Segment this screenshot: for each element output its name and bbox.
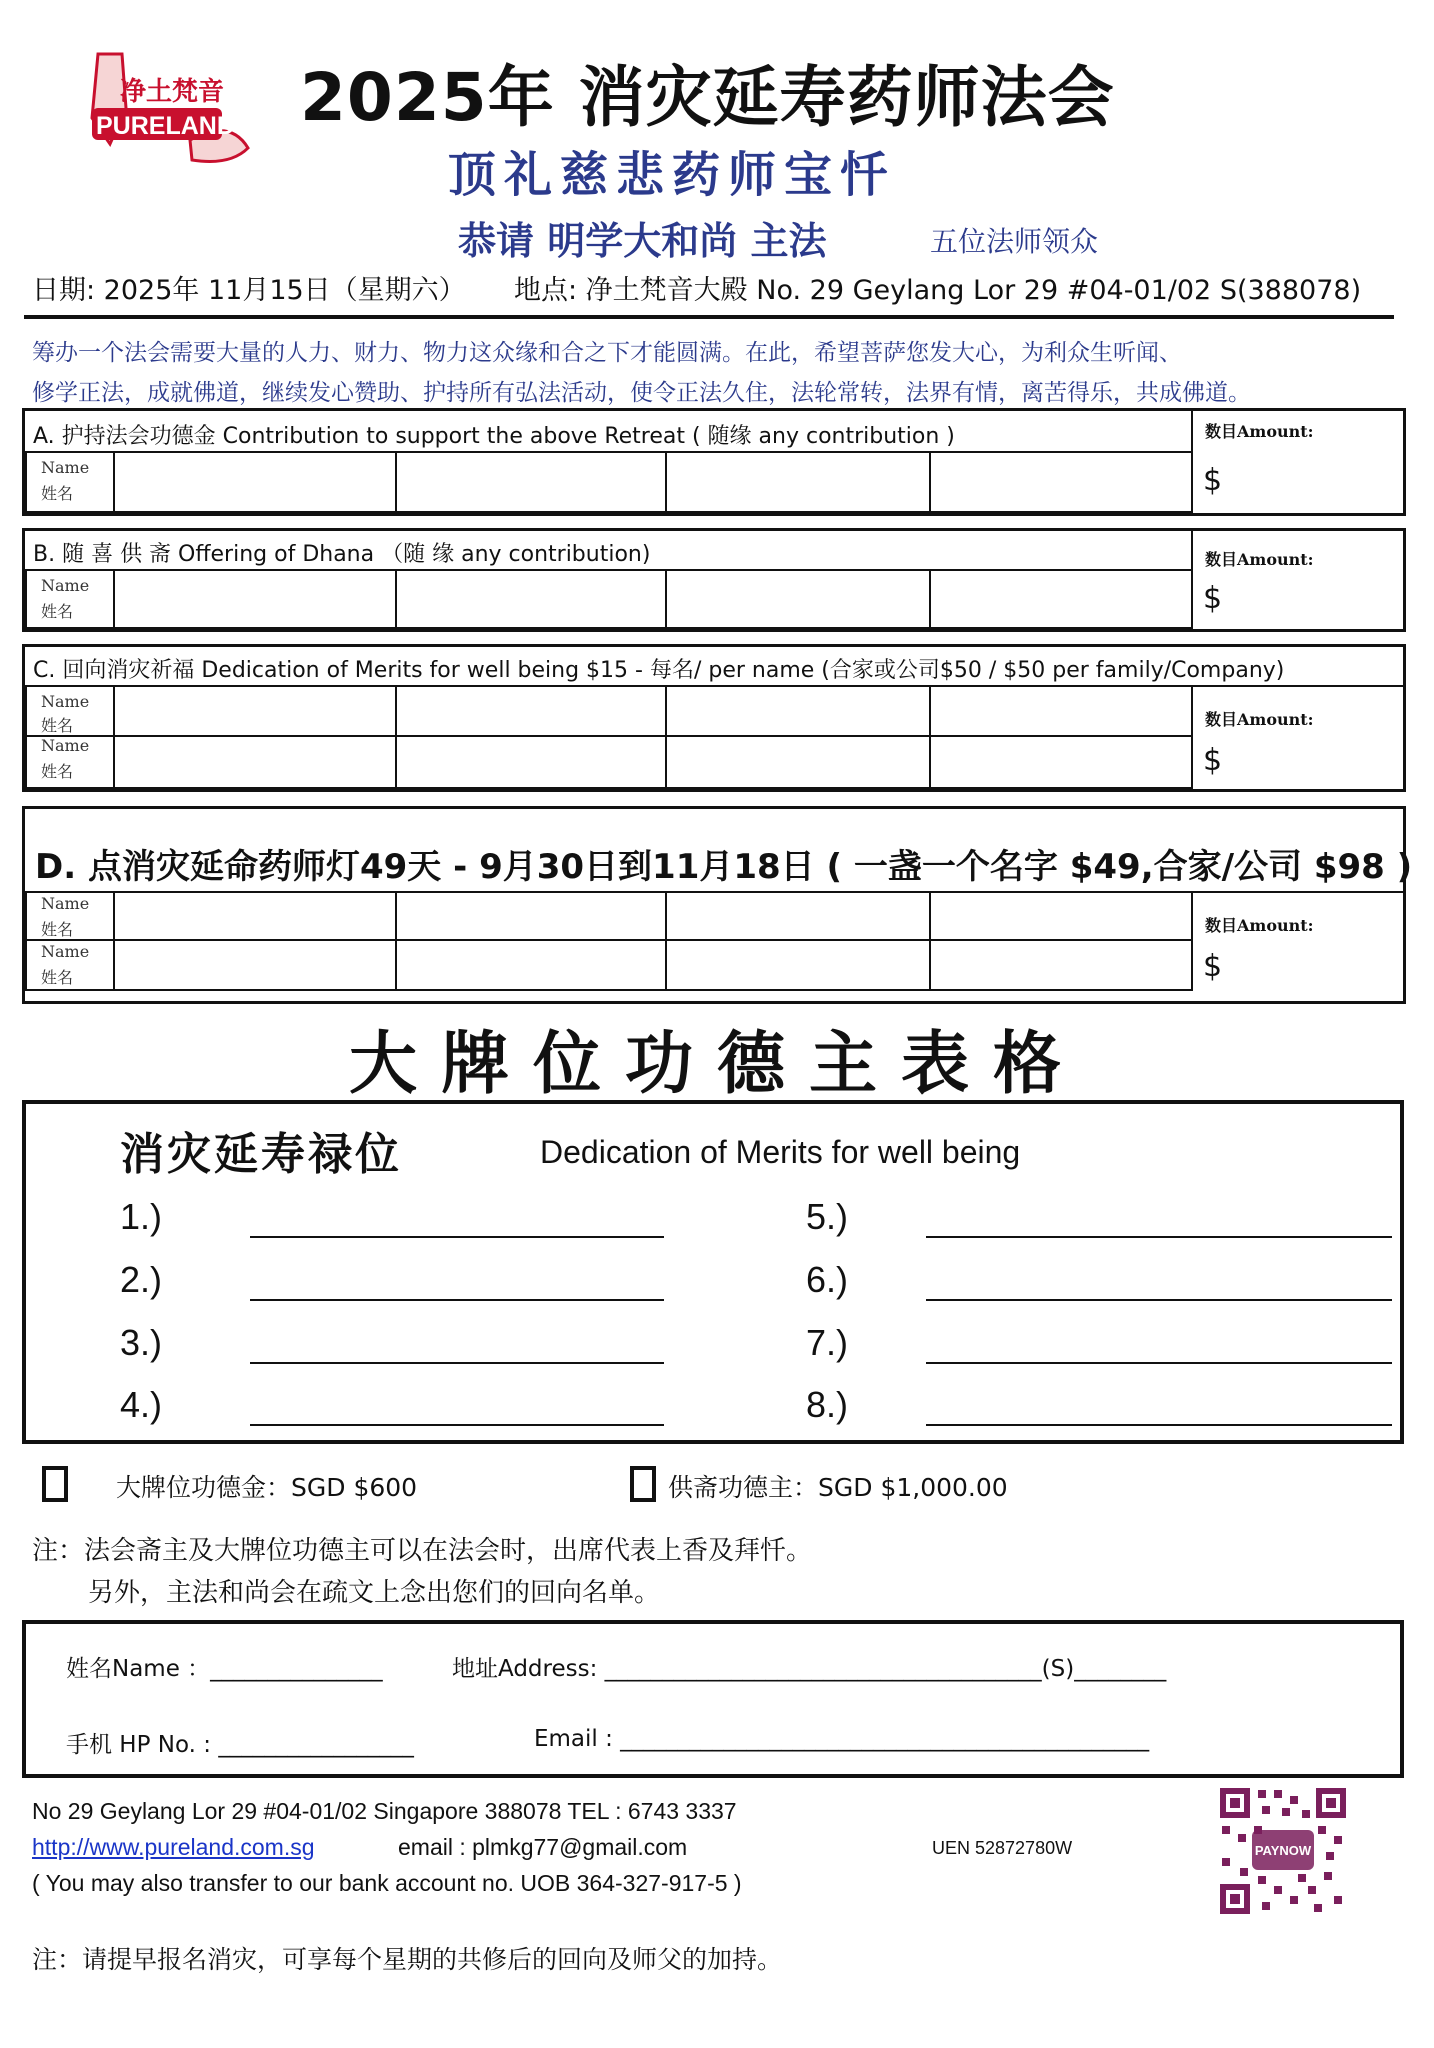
name-label-en: Name: [41, 736, 90, 755]
uen-number: UEN 52872780W: [932, 1838, 1073, 1858]
footer-address: No 29 Geylang Lor 29 #04-01/02 Singapore 388078 TEL : 6743 3337: [32, 1798, 737, 1824]
plaque-number: 7.): [806, 1322, 849, 1363]
logo-en-text: PURELAND: [96, 112, 235, 140]
pureland-logo: [80, 48, 255, 168]
name-line[interactable]: [926, 1362, 1392, 1364]
presiding-note: 五位法师领众: [930, 225, 1099, 258]
name-input-cell[interactable]: [113, 687, 115, 787]
plaque-en-label: Dedication of Merits for well being: [540, 1134, 1021, 1170]
name-input-cell[interactable]: [665, 453, 667, 511]
note-line-2: 另外，主法和尚会在疏文上念出您们的回向名单。: [88, 1578, 661, 1608]
section-c-grid: [25, 685, 1193, 789]
bank-info: ( You may also transfer to our bank account no. UOB 364-327-917-5 ): [32, 1870, 742, 1896]
name-input-cell[interactable]: [113, 453, 115, 511]
name-field[interactable]: 姓名Name ：_______________: [66, 1656, 383, 1682]
event-location: 地点: 净土梵音大殿 No. 29 Geylang Lor 29 #04-01/02 S(388078): [514, 275, 1362, 306]
dhana-sponsor-checkbox[interactable]: [630, 1466, 656, 1502]
presiding-master: 恭请 明学大和尚 主法: [458, 218, 827, 263]
plaque-number: 3.): [120, 1322, 163, 1363]
name-input-cell[interactable]: [395, 687, 397, 787]
name-line[interactable]: [250, 1362, 664, 1364]
amount-box[interactable]: [1191, 411, 1403, 513]
name-label-cn: 姓名: [41, 921, 74, 939]
name-input-cell[interactable]: [113, 571, 115, 627]
name-input-cell[interactable]: [395, 893, 397, 989]
dollar-sign: $: [1203, 581, 1223, 616]
name-label-cn: 姓名: [41, 763, 74, 781]
plaque-title: 大牌位功德主表格: [348, 1025, 1085, 1104]
name-input-cell[interactable]: [929, 687, 931, 787]
dollar-sign: $: [1203, 463, 1223, 498]
name-input-cell[interactable]: [929, 453, 931, 511]
header-divider: [24, 315, 1394, 319]
section-a-grid: [25, 451, 1193, 513]
name-label-cn: 姓名: [41, 969, 74, 987]
name-label-en: Name: [41, 942, 90, 961]
plaque-number: 1.): [120, 1196, 163, 1237]
name-line[interactable]: [926, 1424, 1392, 1426]
email-field[interactable]: Email : ______________________________________________: [534, 1726, 1150, 1752]
footer-email: email : plmkg77@gmail.com: [398, 1834, 688, 1860]
section-b-grid: [25, 569, 1193, 629]
name-input-cell[interactable]: [929, 571, 931, 627]
intro-line-2: 修学正法，成就佛道，继续发心赞助、护持所有弘法活动，使令正法久住，法轮常转，法界有情，离苦得乐，共成佛道。: [32, 380, 1251, 406]
name-line[interactable]: [250, 1236, 664, 1238]
name-label-cn: 姓名: [41, 603, 74, 621]
phone-field[interactable]: 手机 HP No. : _________________: [66, 1732, 414, 1758]
amount-label: 数目Amount:: [1205, 916, 1314, 935]
page-title: 2025年 消灾延寿药师法会: [300, 59, 1115, 136]
plaque-number: 4.): [120, 1384, 163, 1425]
dhana-sponsor-label: 供斋功德主：SGD $1,000.00: [668, 1473, 1008, 1502]
qr-label: PAYNOW: [1254, 1843, 1312, 1858]
plaque-number: 6.): [806, 1259, 849, 1300]
amount-label: 数目Amount:: [1205, 550, 1314, 569]
note-line-1: 注：法会斋主及大牌位功德主可以在法会时，出席代表上香及拜忏。: [32, 1536, 813, 1566]
name-line[interactable]: [250, 1424, 664, 1426]
website-link[interactable]: http://www.pureland.com.sg: [32, 1834, 315, 1860]
dollar-sign: $: [1203, 743, 1223, 778]
amount-label: 数目Amount:: [1205, 710, 1314, 729]
name-input-cell[interactable]: [665, 571, 667, 627]
plaque-cn-label: 消灾延寿禄位: [120, 1129, 402, 1180]
amount-box[interactable]: [1191, 531, 1403, 629]
section-b: [22, 528, 1406, 632]
plaque-number: 5.): [806, 1196, 849, 1237]
paynow-qr-icon: [1218, 1786, 1348, 1916]
row-divider: [27, 939, 1191, 941]
name-label-cn: 姓名: [41, 485, 74, 503]
section-d: [22, 806, 1413, 1004]
plaque-option-label: 大牌位功德金：SGD $600: [116, 1473, 418, 1502]
name-label-en: Name: [41, 692, 90, 711]
name-input-cell[interactable]: [113, 893, 115, 989]
name-input-cell[interactable]: [665, 687, 667, 787]
plaque-number: 8.): [806, 1384, 849, 1425]
name-line[interactable]: [926, 1236, 1392, 1238]
name-label-cn: 姓名: [41, 717, 74, 735]
section-a: [22, 408, 1406, 516]
name-input-cell[interactable]: [395, 453, 397, 511]
logo-cn-text: 净土梵音: [120, 77, 225, 107]
row-divider: [27, 735, 1191, 737]
section-c-label: C. 回向消灾祈福 Dedication of Merits for well being $15 - 每名/ per name (合家或公司$50 / $50 per family/Company): [33, 658, 1285, 683]
amount-label: 数目Amount:: [1205, 422, 1314, 441]
section-a-label: A. 护持法会功德金 Contribution to support the above Retreat ( 随缘 any contribution ): [33, 424, 955, 449]
name-input-cell[interactable]: [395, 571, 397, 627]
address-field[interactable]: 地址Address: ______________________________________(S)________: [452, 1656, 1167, 1682]
event-date: 日期: 2025年 11月15日（星期六）: [32, 275, 466, 306]
name-label-en: Name: [41, 458, 90, 477]
section-d-label: D. 点消灾延命药师灯49天 - 9月30日到11月18日 ( 一盏一个名字 $49,合家/公司 $98 ): [35, 847, 1413, 887]
name-input-cell[interactable]: [665, 893, 667, 989]
amount-box[interactable]: [1191, 891, 1403, 991]
section-d-grid: [25, 891, 1193, 991]
dollar-sign: $: [1203, 949, 1223, 984]
plaque-number: 2.): [120, 1259, 163, 1300]
name-label-en: Name: [41, 576, 90, 595]
plaque-checkbox[interactable]: [42, 1466, 68, 1502]
name-input-cell[interactable]: [929, 893, 931, 989]
amount-box[interactable]: [1191, 685, 1403, 789]
name-line[interactable]: [926, 1299, 1392, 1301]
name-line[interactable]: [250, 1299, 664, 1301]
section-b-label: B. 随 喜 供 斋 Offering of Dhana （随 缘 any contribution): [33, 542, 651, 567]
page-subtitle: 顶礼慈悲药师宝忏: [448, 147, 897, 203]
section-c: [22, 644, 1406, 792]
intro-line-1: 筹办一个法会需要大量的人力、财力、物力这众缘和合之下才能圆满。在此，希望菩萨您发大心，为利众生听闻、: [32, 340, 1182, 366]
name-label-en: Name: [41, 894, 90, 913]
footer-note: 注：请提早报名消灾，可享每个星期的共修后的回向及师父的加持。: [32, 1945, 783, 1974]
